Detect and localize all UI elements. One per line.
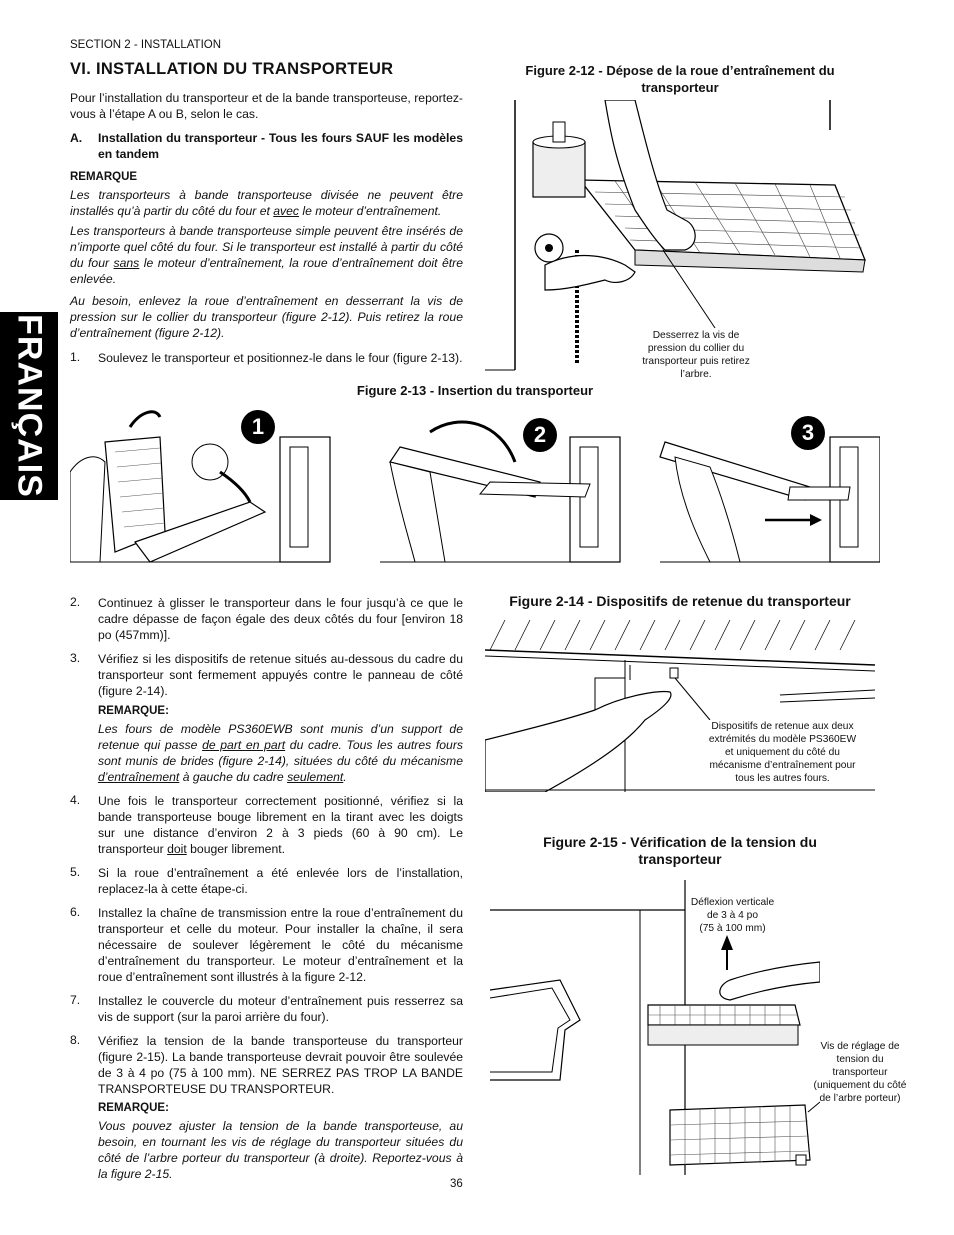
- step-8-text: Vérifiez la tension de la bande transporteuse du transporteur (figure 2-15). La bande transporteuse devrait pouvoir être soulevée de 3 à 4 po (75 à 100 mm). NE SERREZ PAS TROP LA BANDE TRANSPORTEUSE DU TRANSPORTEUR.: [98, 1034, 463, 1096]
- note1-para2: Les transporteurs à bande transporteuse simple peuvent être insérés de n’importe quel côté du four. Si le transporteur est installé à partir du côté du four sans le moteur d’entraînement, la roue d’entraînement doit être enlevée.: [70, 224, 463, 286]
- note2-text: Les fours de modèle PS360EWB sont munis d’un support de retenue qui passe de part en part du cadre. Tous les autres fours sont munis de brides (figure 2-14), situées du côté du mécanisme d’entraînement à gauche du cadre seulement.: [98, 722, 463, 784]
- step-3-number: 3.: [70, 651, 81, 665]
- fig13-badge-2: 2: [523, 418, 557, 452]
- step-5-number: 5.: [70, 865, 81, 879]
- language-tab-label: FRANÇAIS: [10, 314, 49, 498]
- step-6-number: 6.: [70, 905, 81, 919]
- step-5-text: Si la roue d’entraînement a été enlevée lors de l’installation, replacez-la à cette étape-ci.: [98, 866, 463, 896]
- fig12-caption: Figure 2-12 - Dépose de la roue d’entraînement du transporteur: [525, 63, 835, 95]
- step-6-text: Installez la chaîne de transmission entre la roue d’entraînement du transporteur et celle du moteur. Pour installer la chaîne, il sera nécessaire de soulever légèrement le côté du mécanisme d’entraînement du transporteur. Le moteur d’entraînement et la roue d’entraînement sont illustrés à la figure 2-12.: [98, 906, 463, 984]
- step-2-text: Continuez à glisser le transporteur dans le four jusqu’à ce que le cadre dépasse de façon égale des deux côtés du four [environ 18 po (457mm)].: [98, 596, 463, 642]
- note3-label: REMARQUE:: [98, 1102, 169, 1114]
- fig13-badge-3: 3: [791, 416, 825, 450]
- step-a-letter: A.: [70, 131, 83, 145]
- step-7-number: 7.: [70, 993, 81, 1007]
- section-header: SECTION 2 - INSTALLATION: [70, 39, 222, 51]
- fig14-caption: Figure 2-14 - Dispositifs de retenue du transporteur: [509, 593, 851, 609]
- step-8-number: 8.: [70, 1033, 81, 1047]
- step-1-number: 1.: [70, 350, 81, 364]
- step-7-text: Installez le couvercle du moteur d’entraînement puis resserrez sa vis de support (sur la paroi arrière du four).: [98, 994, 463, 1024]
- fig15-callout-deflection: Déflexion verticale de 3 à 4 po (75 à 100 mm): [690, 897, 775, 934]
- language-tab: [0, 312, 58, 500]
- note3-text: Vous pouvez ajuster la tension de la bande transporteuse, au besoin, en tournant les vis de réglage du transporteur situées du côté de l’arbre porteur du transporteur (à droite). Reportez-vous à la figure 2-15.: [98, 1119, 463, 1181]
- fig13-illustration: [70, 402, 880, 570]
- fig15-caption: Figure 2-15 - Vérification de la tension du transporteur: [543, 834, 817, 867]
- note2-label: REMARQUE:: [98, 705, 169, 717]
- fig13-badge-1: 1: [241, 410, 275, 444]
- step-4-number: 4.: [70, 793, 81, 807]
- fig14-callout: Dispositifs de retenue aux deux extrémités du modèle PS360EW et uniquement du côté du mécanisme d’entraînement pour tous les autres fours.: [700, 720, 865, 785]
- fig13-caption: Figure 2-13 - Insertion du transporteur: [356, 383, 594, 398]
- step-2-number: 2.: [70, 595, 81, 609]
- step-3-text: Vérifiez si les dispositifs de retenue situés au-dessous du cadre du transporteur sont fermement appuyés contre le panneau de côté (figure 2-14).: [98, 652, 463, 698]
- step-a-text: Installation du transporteur - Tous les fours SAUF les modèles en tandem: [98, 131, 463, 161]
- section-title: VI. INSTALLATION DU TRANSPORTEUR: [70, 60, 394, 78]
- step-1-text: Soulevez le transporteur et positionnez-le dans le four (figure 2-13).: [98, 351, 463, 365]
- note1-para3: Au besoin, enlevez la roue d’entraînement en desserrant la vis de pression sur le collier du transporteur (figure 2-12). Puis retirez la roue d’entraînement (figure 2-12).: [70, 294, 463, 340]
- intro-paragraph: Pour l’installation du transporteur et de la bande transporteuse, reportez-vous à l’étape A ou B, selon le cas.: [70, 91, 463, 121]
- step-4-text: Une fois le transporteur correctement positionné, vérifiez si la bande transporteuse bouge librement en la tirant avec les doigts sur une distance d’environ 2 à 3 pieds (60 à 90 cm). Le transporteur doit bouger librement.: [98, 794, 463, 856]
- page-number: 36: [450, 1178, 463, 1190]
- fig12-callout: Desserrez la vis de pression du collier du transporteur puis retirez l’arbre.: [626, 329, 766, 381]
- note1-para1: Les transporteurs à bande transporteuse divisée ne peuvent être installés qu’à partir du côté du four et avec le moteur d’entraînement.: [70, 188, 463, 218]
- note1-label: REMARQUE: [70, 171, 138, 183]
- fig15-callout-adjust-screw: Vis de réglage de tension du transporteur (uniquement du côté de l’arbre porteur): [813, 1041, 907, 1104]
